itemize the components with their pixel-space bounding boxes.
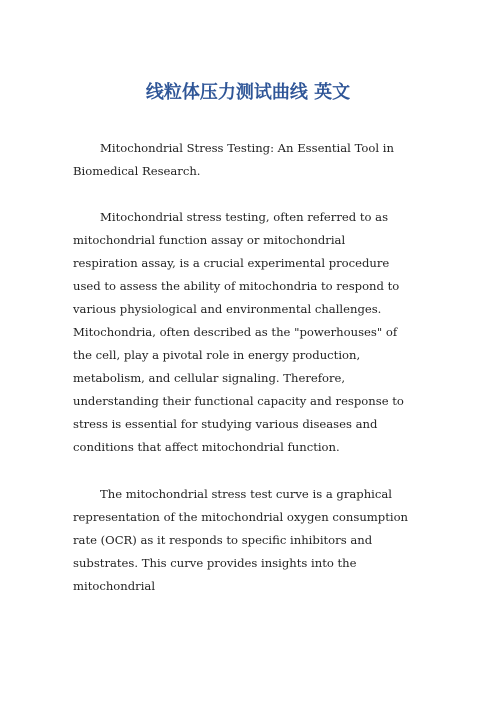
- paragraph-introduction: Mitochondrial stress testing, often referred to as mitochondrial function assay or mitochondrial respiration assay, is a crucial experimental procedure used to assess the ability of mitochondria to respond to various physiological and environmental challenges. Mitochondria, often described as the "powerhouses" of the cell, play a pivotal role in energy production, metabolism, and cellular signaling. Therefore, understanding their functional capacity and response to stress is essential for studying various diseases and conditions that affect mitochondrial function.: [73, 210, 404, 454]
- document-title: 线粒体压力测试曲线 英文: [145, 82, 351, 103]
- paragraph-heading-line: Mitochondrial Stress Testing: An Essential Tool in Biomedical Research.: [73, 141, 394, 178]
- paragraph-stress-test-curve: The mitochondrial stress test curve is a graphical representation of the mitochondrial oxygen consumption rate (OCR) as it responds to specific inhibitors and substrates. This curve provides insights into the mitochondrial: [73, 487, 409, 593]
